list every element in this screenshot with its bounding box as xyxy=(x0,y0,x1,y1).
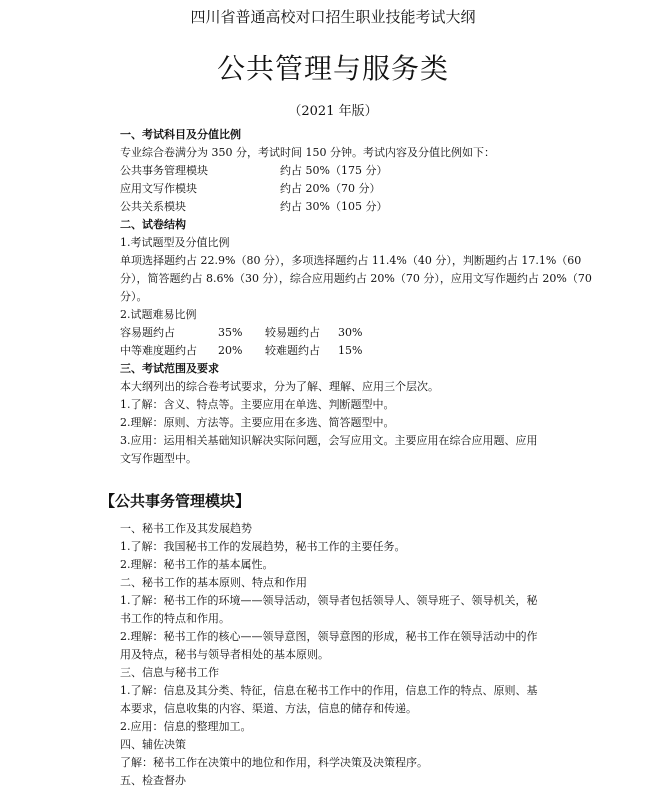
score-row-ratio: 约占 20%（70 分） xyxy=(280,182,381,195)
section-1-intro: 专业综合卷满分为 350 分，考试时间 150 分钟。考试内容及分值比例如下： xyxy=(120,146,495,159)
difficulty-label: 中等难度题约占 xyxy=(120,344,197,357)
score-row-name: 公共关系模块 xyxy=(120,200,186,213)
module-line: 1.了解：信息及其分类、特征，信息在秘书工作中的作用，信息工作的特点、原则、基 xyxy=(120,684,538,697)
document-header: 四川省普通高校对口招生职业技能考试大纲 xyxy=(190,8,476,26)
paragraph-line: 单项选择题约占 22.9%（80 分），多项选择题约占 11.4%（40 分），判断题约占 17.1%（60 xyxy=(120,254,582,267)
difficulty-value: 15% xyxy=(338,344,363,357)
edition-label: （2021 年版） xyxy=(288,104,378,119)
difficulty-label: 较难题约占 xyxy=(265,344,320,357)
section-3-heading: 三、考试范围及要求 xyxy=(120,362,219,375)
module-line: 2.理解：秘书工作的核心——领导意图，领导意图的形成，秘书工作在领导活动中的作 xyxy=(120,630,538,643)
score-row-ratio: 约占 50%（175 分） xyxy=(280,164,388,177)
difficulty-value: 20% xyxy=(218,344,243,357)
paragraph-line: 本大纲列出的综合卷考试要求，分为了解、理解、应用三个层次。 xyxy=(120,380,439,393)
document-title: 公共管理与服务类 xyxy=(216,52,449,85)
paragraph-line: 1.了解：含义、特点等。主要应用在单选、判断题型中。 xyxy=(120,398,395,411)
module-line: 用及特点，秘书与领导者相处的基本原则。 xyxy=(120,648,329,661)
paragraph-line: 分），简答题约占 8.6%（30 分），综合应用题约占 20%（70 分），应用文写作题约占 20%（70 xyxy=(120,272,592,285)
section-2-heading: 二、试卷结构 xyxy=(120,218,186,231)
subsection-title: 1.考试题型及分值比例 xyxy=(120,236,230,249)
module-line: 1.了解：我国秘书工作的发展趋势，秘书工作的主要任务。 xyxy=(120,540,406,553)
difficulty-label: 较易题约占 xyxy=(265,326,320,339)
module-line: 1.了解：秘书工作的环境——领导活动，领导者包括领导人、领导班子、领导机关，秘 xyxy=(120,594,538,607)
module-line: 一、秘书工作及其发展趋势 xyxy=(120,522,252,535)
module-line: 书工作的特点和作用。 xyxy=(120,612,230,625)
module-line: 了解：秘书工作在决策中的地位和作用，科学决策及决策程序。 xyxy=(120,756,428,769)
module-line: 三、信息与秘书工作 xyxy=(120,666,219,679)
module-line: 2.理解：秘书工作的基本属性。 xyxy=(120,558,274,571)
paragraph-line: 文写作题型中。 xyxy=(120,452,197,465)
difficulty-value: 35% xyxy=(218,326,243,339)
paragraph-line: 3.应用：运用相关基础知识解决实际问题，会写应用文。主要应用在综合应用题、应用 xyxy=(120,434,538,447)
module-line: 2.应用：信息的整理加工。 xyxy=(120,720,252,733)
module-line: 二、秘书工作的基本原则、特点和作用 xyxy=(120,576,307,589)
paragraph-line: 2.理解：原则、方法等。主要应用在多选、简答题型中。 xyxy=(120,416,395,429)
paragraph-line: 分）。 xyxy=(120,290,148,303)
score-row-name: 公共事务管理模块 xyxy=(120,164,208,177)
score-row-ratio: 约占 30%（105 分） xyxy=(280,200,388,213)
module-line: 四、辅佐决策 xyxy=(120,738,186,751)
score-row-name: 应用文写作模块 xyxy=(120,182,197,195)
difficulty-label: 容易题约占 xyxy=(120,326,175,339)
subsection-title: 2.试题难易比例 xyxy=(120,308,197,321)
module-line: 五、检查督办 xyxy=(120,774,186,787)
section-1-heading: 一、考试科目及分值比例 xyxy=(120,128,241,141)
module-line: 本要求，信息收集的内容、渠道、方法，信息的储存和传递。 xyxy=(120,702,417,715)
module-heading: 【公共事务管理模块】 xyxy=(100,492,251,510)
difficulty-value: 30% xyxy=(338,326,363,339)
